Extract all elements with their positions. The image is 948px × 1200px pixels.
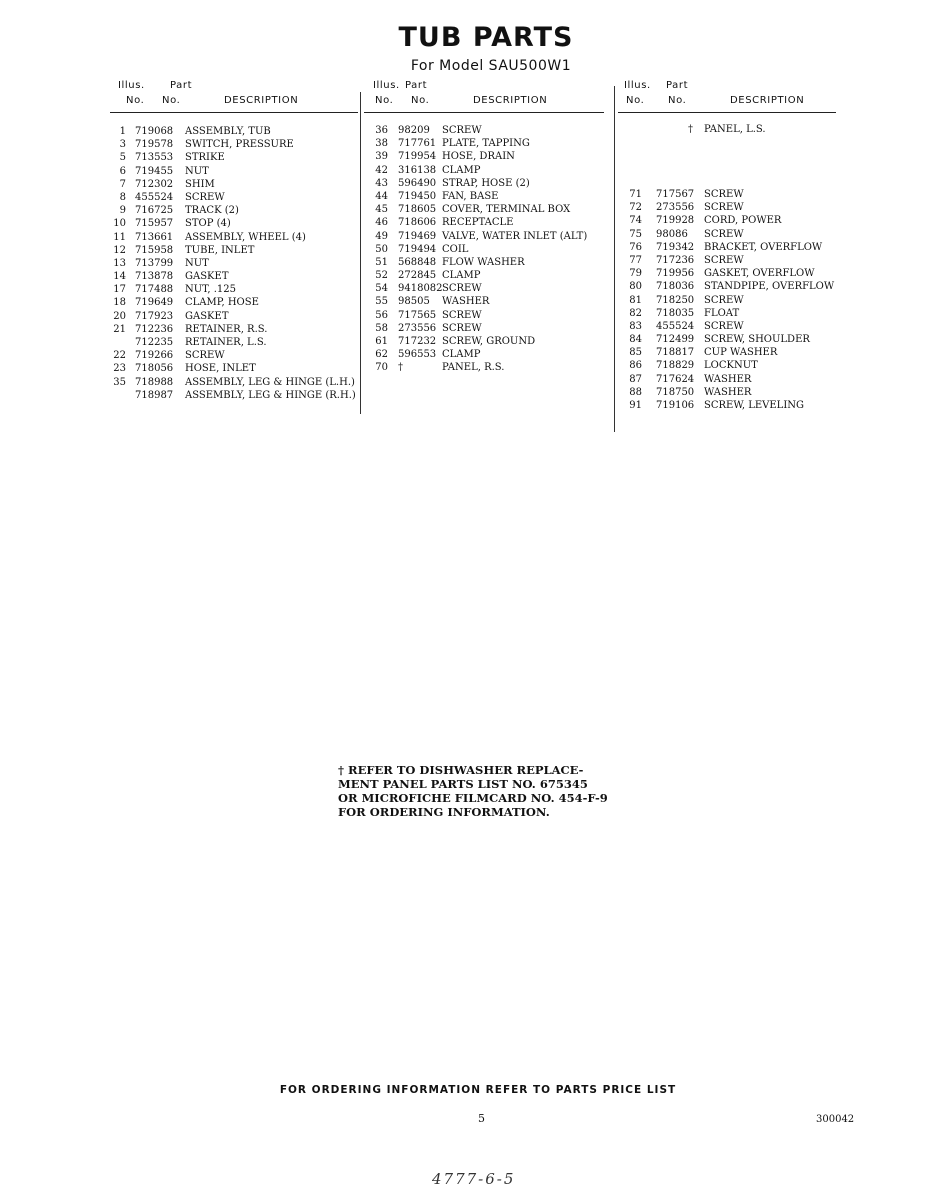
part-number: 273556 (398, 322, 437, 334)
part-number: 718250 (656, 294, 695, 306)
illus-number: 8 (119, 191, 126, 203)
illus-number: 55 (375, 296, 388, 308)
part-description: RETAINER, R.S. (185, 323, 268, 335)
part-description: SCREW (704, 228, 744, 240)
illus-number: 21 (113, 323, 126, 335)
part-number: 98505 (398, 296, 430, 308)
part-number: † (398, 362, 403, 374)
illus-number: 81 (629, 294, 642, 306)
illus-number: 6 (119, 165, 126, 177)
illus-number: 45 (375, 204, 388, 216)
illus-number: 43 (375, 177, 388, 189)
part-number: 9418082 (398, 283, 443, 295)
illus-number: 22 (113, 350, 126, 362)
part-description: TRACK (2) (185, 205, 239, 217)
illus-number: 76 (629, 241, 642, 253)
part-description: COIL (442, 243, 469, 255)
part-number: 719928 (656, 215, 695, 227)
part-number: † (688, 124, 693, 135)
part-description: COVER, TERMINAL BOX (442, 204, 571, 216)
illus-number: 46 (375, 217, 388, 229)
part-description: WASHER (704, 373, 752, 385)
part-number: 715957 (135, 218, 174, 230)
part-description: ASSEMBLY, LEG & HINGE (R.H.) (185, 389, 356, 401)
part-description: CORD, POWER (704, 215, 782, 227)
note-line: OR MICROFICHE FILMCARD NO. 454-F-9 (338, 791, 608, 805)
illus-number: 75 (629, 228, 642, 240)
illus-number: 74 (629, 215, 642, 227)
part-description: ASSEMBLY, WHEEL (4) (185, 231, 306, 243)
part-description: NUT (185, 165, 209, 177)
header-no2: No. (162, 95, 181, 106)
part-number: 718988 (135, 376, 174, 388)
part-description: WASHER (442, 296, 490, 308)
part-description: SCREW (442, 309, 482, 321)
illus-number: 44 (375, 190, 388, 202)
part-number: 718056 (135, 363, 174, 375)
part-number: 713799 (135, 257, 174, 269)
part-description: RETAINER, L.S. (185, 337, 267, 348)
part-description: PLATE, TAPPING (442, 138, 530, 150)
header-illus: Illus. (373, 80, 400, 91)
part-number: 455524 (656, 320, 695, 332)
part-description: VALVE, WATER INLET (ALT) (442, 230, 588, 242)
part-description: ASSEMBLY, TUB (185, 126, 271, 137)
part-description: STOP (4) (185, 218, 231, 230)
header-no: No. (626, 95, 645, 106)
illus-number: 61 (375, 336, 388, 347)
part-number: 717624 (656, 373, 695, 385)
illus-number: 23 (113, 363, 126, 375)
header-no2: No. (668, 95, 687, 106)
part-description: SCREW (704, 294, 744, 306)
illus-number: 14 (113, 271, 126, 283)
header-rule-1 (110, 112, 358, 113)
part-description: SCREW (185, 350, 225, 362)
part-number: 272845 (398, 270, 437, 282)
part-number: 712235 (135, 337, 174, 348)
part-description: SCREW (704, 189, 744, 200)
part-description: TUBE, INLET (185, 244, 255, 256)
part-number: 717488 (135, 284, 174, 296)
header-illus: Illus. (118, 80, 145, 91)
note-line: MENT PANEL PARTS LIST NO. 675345 (338, 777, 588, 791)
illus-number: 54 (375, 283, 388, 295)
part-number: 718035 (656, 307, 695, 319)
part-number: 98086 (656, 228, 688, 240)
part-description: NUT (185, 257, 209, 269)
part-number: 719266 (135, 350, 174, 362)
illus-number: 12 (113, 244, 126, 256)
part-number: 718987 (135, 389, 174, 401)
part-description: SCREW, GROUND (442, 336, 536, 347)
part-description: GASKET, OVERFLOW (704, 268, 815, 280)
part-number: 712499 (656, 334, 695, 346)
part-description: PANEL, R.S. (442, 362, 505, 374)
part-number: 718605 (398, 204, 437, 216)
part-number: 98209 (398, 125, 430, 136)
illus-number: 36 (375, 125, 388, 136)
part-description: RECEPTACLE (442, 217, 514, 229)
page-number: 5 (478, 1112, 485, 1125)
illus-number: 17 (113, 284, 126, 296)
part-number: 596553 (398, 349, 437, 361)
illus-number: 77 (629, 254, 642, 266)
part-description: CLAMP (442, 270, 481, 282)
part-number: 713553 (135, 152, 174, 164)
illus-number: 62 (375, 349, 388, 361)
part-number: 455524 (135, 191, 174, 203)
illus-number: 18 (113, 297, 126, 309)
part-number: 719450 (398, 190, 437, 202)
illus-number: 51 (375, 256, 388, 268)
illus-number: 39 (375, 151, 388, 163)
part-description: SCREW (704, 202, 744, 214)
part-number: 718817 (656, 347, 695, 359)
part-number: 713878 (135, 271, 174, 283)
part-description: GASKET (185, 310, 229, 322)
part-description: SCREW (185, 191, 225, 203)
part-description: PANEL, L.S. (704, 124, 766, 135)
illus-number: 20 (113, 310, 126, 322)
illus-number: 3 (119, 139, 126, 151)
illus-number: 71 (629, 189, 642, 200)
illus-number: 7 (119, 178, 126, 190)
part-description: NUT, .125 (185, 284, 237, 296)
part-description: FLOW WASHER (442, 256, 525, 268)
illus-number: 10 (113, 218, 126, 230)
part-number: 717761 (398, 138, 437, 150)
part-number: 568848 (398, 256, 437, 268)
illus-number: 82 (629, 307, 642, 319)
header-rule-2 (364, 112, 604, 113)
part-number: 717232 (398, 336, 437, 347)
part-number: 713661 (135, 231, 174, 243)
part-number: 716725 (135, 205, 174, 217)
illus-number: 9 (119, 205, 126, 217)
illus-number: 1 (119, 126, 126, 137)
illus-number: 42 (375, 164, 388, 176)
document-code: 300042 (816, 1114, 855, 1125)
part-description: ASSEMBLY, LEG & HINGE (L.H.) (185, 376, 355, 388)
illus-number: 72 (629, 202, 642, 214)
illus-number: 70 (375, 362, 388, 374)
illus-number: 79 (629, 268, 642, 280)
replacement-panel-note (338, 763, 658, 819)
part-description: SCREW, LEVELING (704, 400, 805, 411)
part-description: SCREW (442, 322, 482, 334)
part-description: FLOAT (704, 307, 740, 319)
part-number: 717923 (135, 310, 174, 322)
header-rule-3 (618, 112, 836, 113)
illus-number: 84 (629, 334, 642, 346)
illus-number: 5 (119, 152, 126, 164)
part-number: 717567 (656, 189, 695, 200)
part-description: STRIKE (185, 152, 225, 164)
part-number: 712302 (135, 178, 174, 190)
part-number: 273556 (656, 202, 695, 214)
part-description: SCREW (442, 125, 482, 136)
illus-number: 52 (375, 270, 388, 282)
part-number: 719106 (656, 400, 695, 411)
part-number: 719469 (398, 230, 437, 242)
part-description: WASHER (704, 386, 752, 398)
header-no2: No. (411, 95, 430, 106)
part-description: CLAMP (442, 164, 481, 176)
handwritten-note: 4777-6-5 (432, 1170, 516, 1188)
part-number: 719578 (135, 139, 174, 151)
part-description: GASKET (185, 271, 229, 283)
header-part: Part (666, 80, 689, 91)
illus-number: 49 (375, 230, 388, 242)
part-number: 718750 (656, 386, 695, 398)
illus-number: 80 (629, 281, 642, 293)
illus-number: 13 (113, 257, 126, 269)
part-description: FAN, BASE (442, 190, 499, 202)
part-description: HOSE, INLET (185, 363, 256, 375)
part-number: 719956 (656, 268, 695, 280)
part-description: HOSE, DRAIN (442, 151, 515, 163)
illus-number: 58 (375, 322, 388, 334)
part-description: LOCKNUT (704, 360, 758, 372)
illus-number: 38 (375, 138, 388, 150)
part-description: SHIM (185, 178, 215, 190)
page-subtitle: For Model SAU500W1 (410, 58, 572, 74)
illus-number: 56 (375, 309, 388, 321)
part-description: CUP WASHER (704, 347, 778, 359)
part-number: 316138 (398, 164, 437, 176)
part-number: 718036 (656, 281, 695, 293)
part-number: 717565 (398, 309, 437, 321)
header-no: No. (375, 95, 394, 106)
header-description: DESCRIPTION (224, 95, 299, 106)
note-line: † REFER TO DISHWASHER REPLACE- (338, 763, 584, 777)
illus-number: 88 (629, 386, 642, 398)
part-number: 719342 (656, 241, 695, 253)
illus-number: 85 (629, 347, 642, 359)
header-part: Part (405, 80, 428, 91)
part-description: BRACKET, OVERFLOW (704, 241, 823, 253)
part-number: 712236 (135, 323, 174, 335)
part-number: 719494 (398, 243, 437, 255)
header-description: DESCRIPTION (730, 95, 805, 106)
column-divider-1 (360, 92, 361, 414)
part-number: 718829 (656, 360, 695, 372)
page-title: TUB PARTS (398, 22, 574, 53)
part-description: SCREW, SHOULDER (704, 334, 810, 346)
illus-number: 91 (629, 400, 642, 411)
part-description: SCREW (704, 254, 744, 266)
column-divider-2 (614, 86, 615, 432)
illus-number: 35 (113, 376, 126, 388)
header-illus: Illus. (624, 80, 651, 91)
part-description: SCREW (704, 320, 744, 332)
part-number: 717236 (656, 254, 695, 266)
illus-number: 83 (629, 320, 642, 332)
part-number: 719455 (135, 165, 174, 177)
part-number: 719954 (398, 151, 437, 163)
illus-number: 11 (113, 231, 126, 243)
part-number: 719068 (135, 126, 174, 137)
part-number: 719649 (135, 297, 174, 309)
part-description: CLAMP (442, 349, 481, 361)
part-number: 596490 (398, 177, 437, 189)
ordering-footer: FOR ORDERING INFORMATION REFER TO PARTS PRICE LIST (279, 1084, 677, 1096)
part-number: 718606 (398, 217, 437, 229)
part-description: STRAP, HOSE (2) (442, 177, 530, 189)
part-description: CLAMP, HOSE (185, 297, 259, 309)
part-description: SCREW (442, 283, 482, 295)
header-description: DESCRIPTION (473, 95, 548, 106)
header-part: Part (170, 80, 193, 91)
part-description: SWITCH, PRESSURE (185, 139, 294, 151)
illus-number: 87 (629, 373, 642, 385)
note-line: FOR ORDERING INFORMATION. (338, 805, 550, 819)
illus-number: 50 (375, 243, 388, 255)
part-description: STANDPIPE, OVERFLOW (704, 281, 835, 293)
illus-number: 86 (629, 360, 642, 372)
header-no: No. (126, 95, 145, 106)
part-number: 715958 (135, 244, 174, 256)
